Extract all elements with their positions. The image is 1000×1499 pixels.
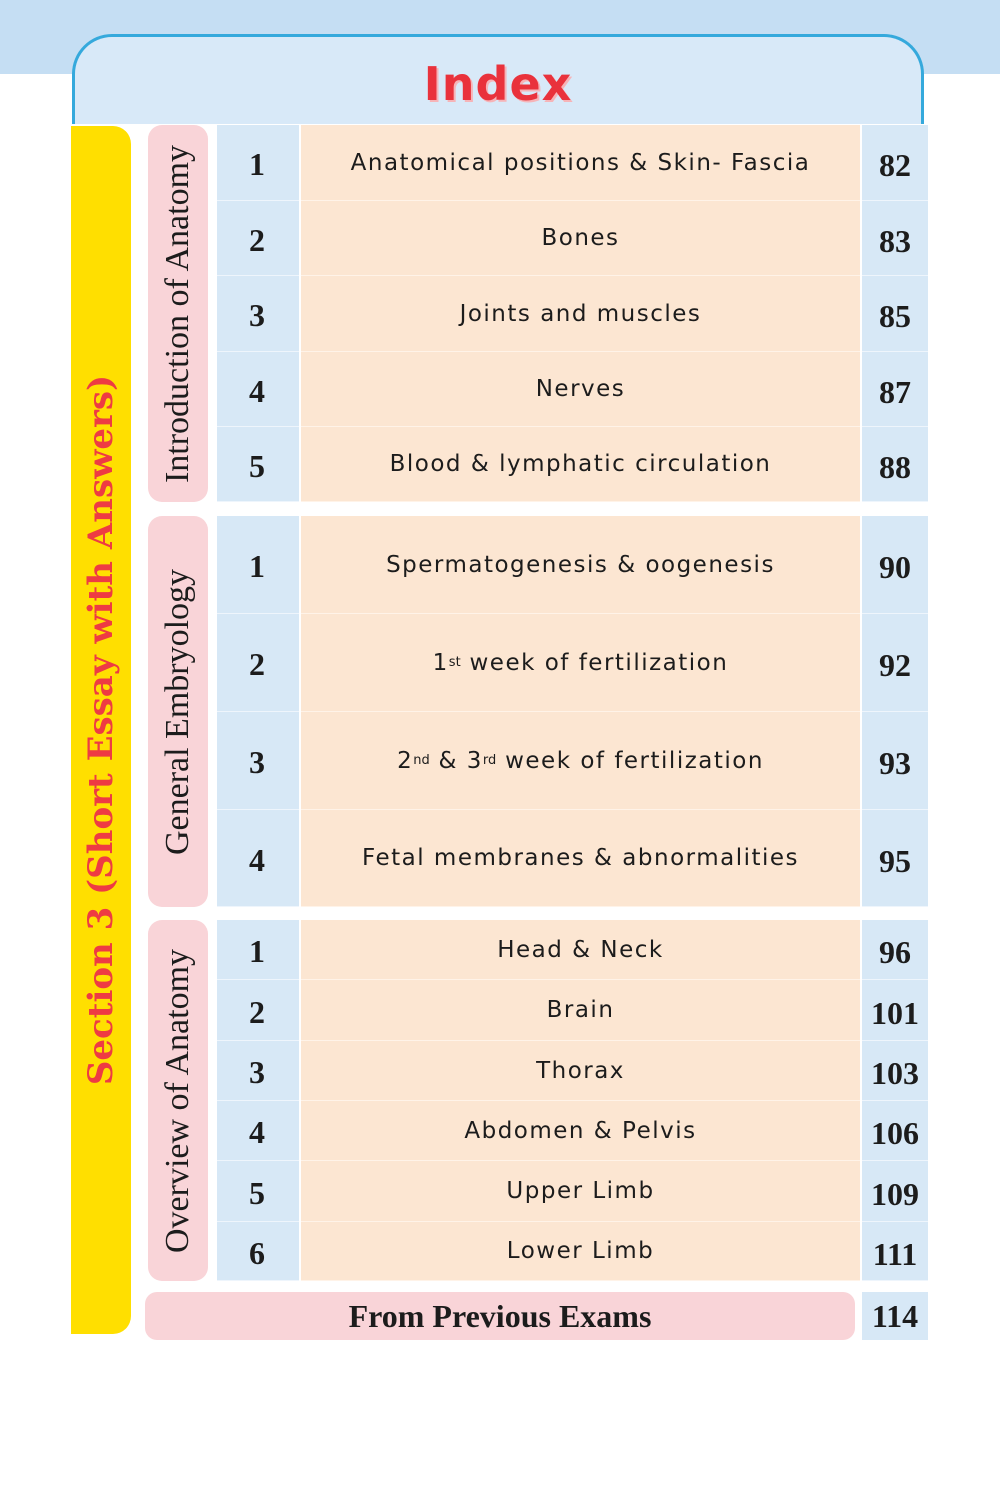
row-number: 2 xyxy=(217,980,299,1041)
row-topic: Brain xyxy=(301,980,860,1041)
group-label-text: Introduction of Anatomy xyxy=(159,144,196,483)
row-number: 3 xyxy=(217,276,299,352)
row-topic: Blood & lymphatic circulation xyxy=(301,427,860,502)
section-label: Section 3 (Short Essay with Answers) xyxy=(81,374,121,1086)
row-number: 2 xyxy=(217,201,299,276)
row-number: 1 xyxy=(217,920,299,980)
index-row[interactable] xyxy=(217,712,928,810)
index-row[interactable] xyxy=(217,125,928,201)
row-topic: Upper Limb xyxy=(301,1161,860,1222)
index-row[interactable] xyxy=(217,201,928,276)
row-page-number: 109 xyxy=(862,1161,928,1222)
group-label-overview-of-anatomy xyxy=(148,920,208,1281)
previous-exams-page-number: 114 xyxy=(862,1292,928,1340)
row-page-number: 83 xyxy=(862,201,928,276)
row-topic: Head & Neck xyxy=(301,920,860,980)
row-page-number: 111 xyxy=(862,1222,928,1281)
row-topic: Nerves xyxy=(301,352,860,427)
row-number: 3 xyxy=(217,712,299,810)
row-topic: Spermatogenesis & oogenesis xyxy=(301,516,860,614)
row-number: 6 xyxy=(217,1222,299,1281)
row-page-number: 92 xyxy=(862,614,928,712)
row-page-number: 88 xyxy=(862,427,928,502)
row-page-number: 96 xyxy=(862,920,928,980)
row-page-number: 85 xyxy=(862,276,928,352)
row-number: 5 xyxy=(217,427,299,502)
index-row[interactable] xyxy=(217,920,928,980)
index-row[interactable] xyxy=(217,1041,928,1101)
row-topic: Anatomical positions & Skin- Fascia xyxy=(301,125,860,201)
index-row[interactable] xyxy=(217,1222,928,1281)
index-row[interactable] xyxy=(217,427,928,502)
row-topic: Thorax xyxy=(301,1041,860,1101)
row-topic: Lower Limb xyxy=(301,1222,860,1281)
row-page-number: 95 xyxy=(862,810,928,907)
row-number: 1 xyxy=(217,516,299,614)
row-page-number: 90 xyxy=(862,516,928,614)
row-page-number: 106 xyxy=(862,1101,928,1161)
row-number: 2 xyxy=(217,614,299,712)
section-label-bar xyxy=(71,126,131,1334)
row-page-number: 82 xyxy=(862,125,928,201)
row-page-number: 103 xyxy=(862,1041,928,1101)
row-topic: Fetal membranes & abnormalities xyxy=(301,810,860,907)
row-topic: Abdomen & Pelvis xyxy=(301,1101,860,1161)
row-number: 1 xyxy=(217,125,299,201)
index-row[interactable] xyxy=(217,516,928,614)
title-tab xyxy=(72,34,924,124)
row-page-number: 101 xyxy=(862,980,928,1041)
row-topic: Joints and muscles xyxy=(301,276,860,352)
index-row[interactable] xyxy=(217,1101,928,1161)
group-label-introduction-of-anatomy xyxy=(148,125,208,502)
row-topic: Bones xyxy=(301,201,860,276)
row-number: 4 xyxy=(217,810,299,907)
index-row[interactable] xyxy=(217,276,928,352)
index-row[interactable] xyxy=(217,614,928,712)
group-label-general-embryology xyxy=(148,516,208,907)
row-number: 4 xyxy=(217,352,299,427)
index-row[interactable] xyxy=(217,980,928,1041)
row-number: 3 xyxy=(217,1041,299,1101)
index-row[interactable] xyxy=(217,1161,928,1222)
previous-exams-link[interactable]: From Previous Exams xyxy=(145,1292,855,1340)
index-row[interactable] xyxy=(217,810,928,907)
group-label-text: General Embryology xyxy=(159,568,196,855)
row-topic: 1 st week of fertilization xyxy=(301,614,860,712)
row-number: 4 xyxy=(217,1101,299,1161)
index-row[interactable] xyxy=(217,352,928,427)
group-label-text: Overview of Anatomy xyxy=(159,948,196,1253)
page-title: Index xyxy=(423,57,573,111)
row-page-number: 93 xyxy=(862,712,928,810)
row-page-number: 87 xyxy=(862,352,928,427)
row-number: 5 xyxy=(217,1161,299,1222)
row-topic: 2 nd & 3 rd week of fertilization xyxy=(301,712,860,810)
